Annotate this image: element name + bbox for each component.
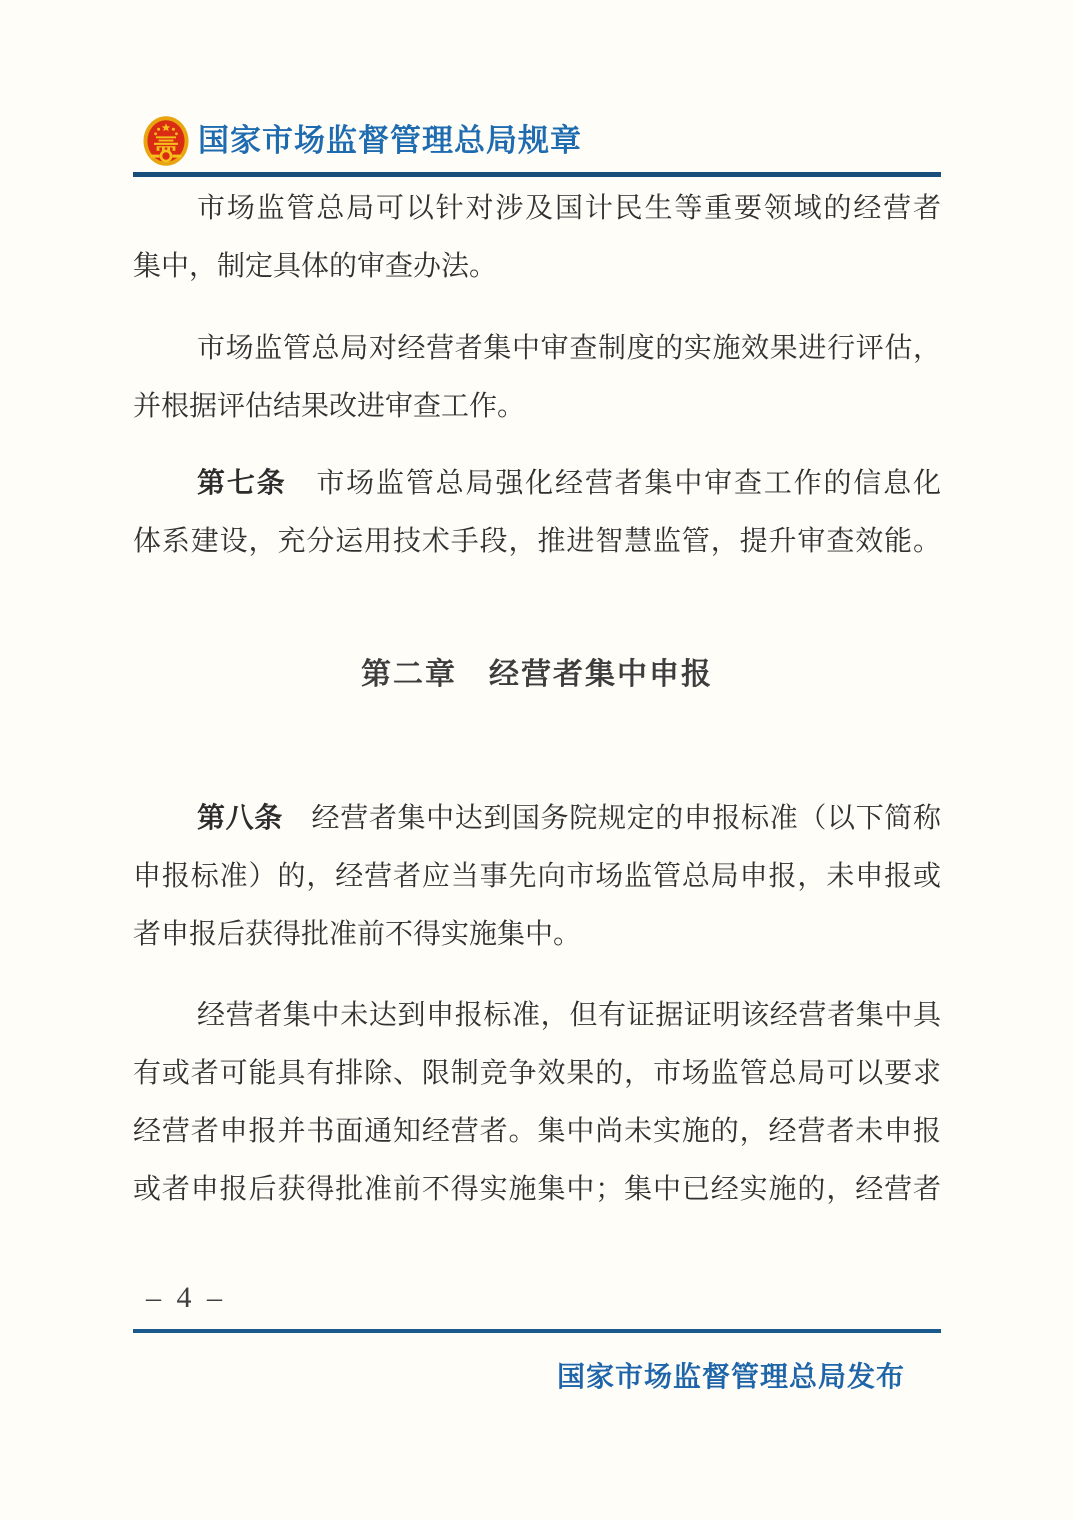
text-line: 并根据评估结果改进审查工作。 [133,391,526,422]
document-body [133,180,941,1219]
paragraph-5 [133,987,941,1219]
text-line: 有或者可能具有排除、限制竞争效果的，市场监管总局可以要求 [133,1058,941,1089]
paragraph-article-7 [133,454,941,571]
document-header-title: 国家市场监督管理总局规章 [198,123,582,158]
text-line: 经营者集中未达到申报标准，但有证据证明该经营者集中具 [197,1000,941,1031]
text-line: 经营者申报并书面通知经营者。集中尚未实施的，经营者未申报 [133,1116,941,1147]
paragraph-2 [133,320,941,436]
text-line: 体系建设，充分运用技术手段，推进智慧监管，提升审查效能。 [133,526,941,557]
footer-rule [133,1329,941,1333]
header-rule [133,172,941,177]
text-line: 市场监管总局对经营者集中审查制度的实施效果进行评估， [197,333,941,364]
article-number: 第八条 [197,802,283,833]
text-line [133,454,941,513]
article-number: 第七条 [197,467,287,498]
article-text: 市场监管总局强化经营者集中审查工作的信息化 [286,468,941,499]
text-line: 申报标准）的，经营者应当事先向市场监管总局申报，未申报或 [133,861,941,892]
publisher-line: 国家市场监督管理总局发布 [556,1361,905,1392]
article-text: 经营者集中达到国务院规定的申报标准（以下简称 [282,803,941,834]
china-national-emblem-icon [143,116,189,167]
text-line [133,789,941,848]
chapter-heading: 第二章 经营者集中申报 [361,658,713,691]
page-number: – 4 – [146,1281,226,1314]
text-line: 市场监管总局可以针对涉及国计民生等重要领域的经营者 [197,193,941,224]
paragraph-article-8 [133,789,941,964]
text-line: 或者申报后获得批准前不得实施集中；集中已经实施的，经营者 [133,1174,941,1205]
text-line: 者申报后获得批准前不得实施集中。 [133,919,582,950]
paragraph-1 [133,180,941,296]
text-line: 集中，制定具体的审查办法。 [133,251,498,282]
